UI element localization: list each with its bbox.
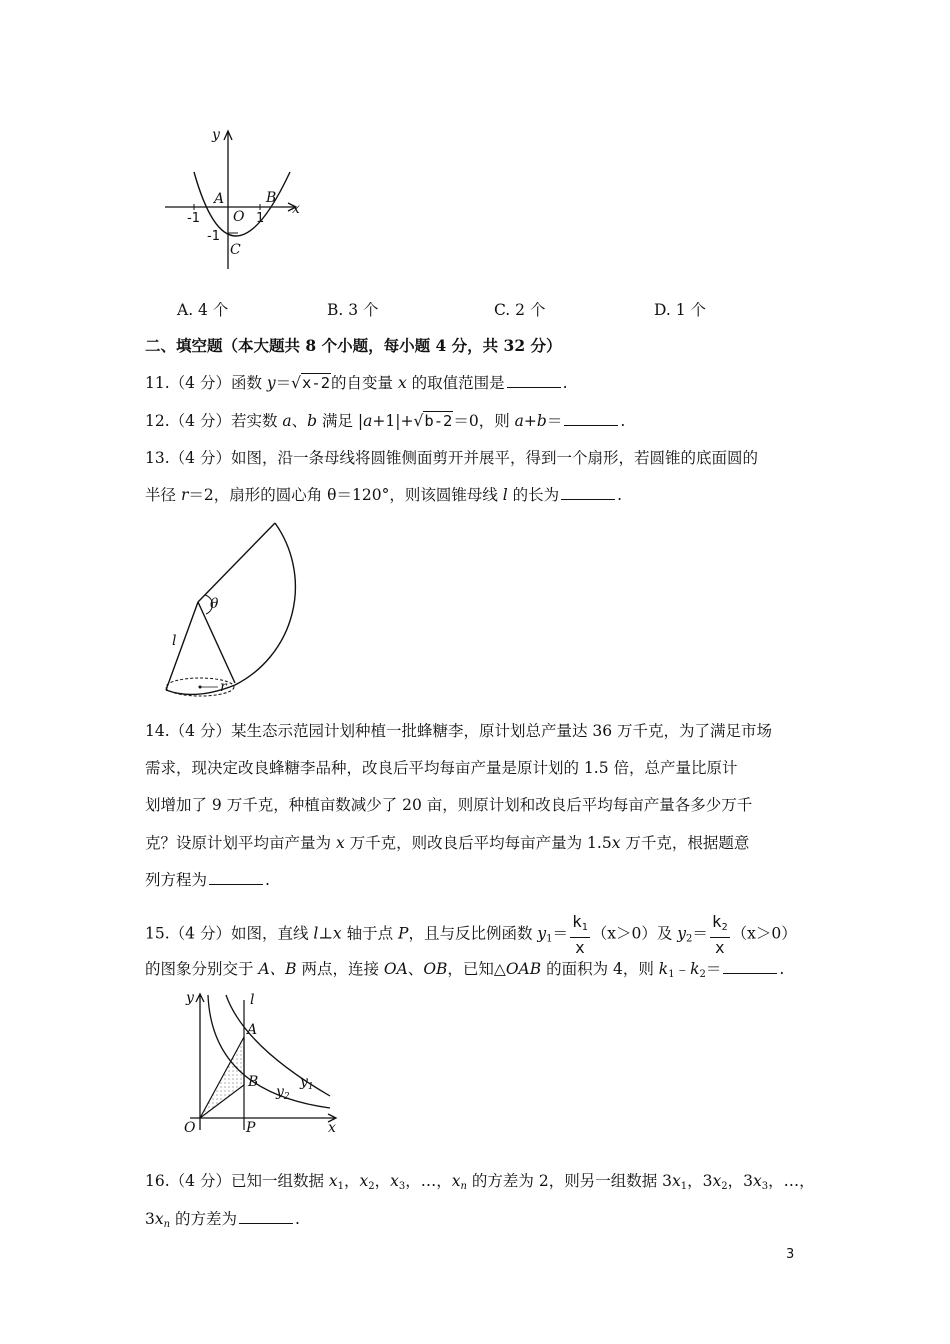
radius-r-label: r [220, 679, 227, 695]
page-number: 3 [786, 1247, 795, 1262]
parabola-figure [160, 124, 310, 274]
x-axis-label: x [328, 1120, 336, 1136]
question-15-line2: 的图象分别交于 A、B 两点，连接 OA、OB，已知△OAB 的面积为 4，则 $k_1﹣k_2=$ . [145, 960, 785, 980]
origin-label: O [233, 209, 245, 225]
question-14-line5: 列方程为 . [145, 871, 270, 889]
question-14-line2: 需求，现决定改良蜂糖李品种，改良后平均每亩产量是原计划的 1.5 倍，总产量比原计 [145, 759, 738, 777]
theta-label: θ [210, 596, 219, 612]
fraction-k1-x: $\frac{k_1}{x}$ [572, 912, 588, 957]
x-axis-label: x [292, 201, 300, 217]
y-axis-label: y [212, 127, 220, 143]
y-axis-label: y [186, 990, 194, 1006]
curve-y2-label: $y_2$ [276, 1084, 290, 1102]
slant-l-label: l [172, 633, 177, 649]
question-11: 11.（4 分）函数 y＝√x-2的自变量 x 的取值范围是 . [145, 374, 568, 392]
question-12: 12.（4 分）若实数 a、b 满足 |a+1|+√b-2＝0，则 a+b＝ . [145, 412, 626, 430]
point-b-label: B [248, 1074, 259, 1090]
answer-blank [561, 485, 615, 500]
question-13-line2: 半径 r＝2，扇形的圆心角 θ＝120°，则该圆锥母线 l 的长为 . [145, 486, 623, 504]
question-15-line1: 15.（4 分）如图，直线 l⊥x 轴于点 P，且与反比例函数 $y_1=$ $\frac{k_1}{x}$ （x＞0）及 $y_2=$ $\frac{k_2}{x}$ （x＞0） [145, 912, 797, 957]
point-p-label: P [246, 1120, 256, 1136]
question-16-line2: $3x_n$ 的方差为 . [145, 1210, 300, 1230]
cone-sector-figure [160, 515, 340, 715]
question-14-line1: 14.（4 分）某生态示范园计划种植一批蜂糖李，原计划总产量达 36 万千克，为了满足市场 [145, 722, 773, 740]
origin-label: O [184, 1120, 196, 1136]
tick-neg1-y: -1 [207, 229, 220, 244]
line-l-label: l [250, 992, 255, 1008]
question-14-line3: 划增加了 9 万千克，种植亩数减少了 20 亩，则原计划和改良后平均每亩产量各多少万千 [145, 796, 753, 814]
tick-1-x: 1 [256, 211, 265, 226]
option-a: A. 4 个 [177, 301, 229, 319]
question-14-line4: 克？设原计划平均亩产量为 x 万千克，则改良后平均每亩产量为 1.5x 万千克，根据题意 [145, 834, 750, 852]
answer-blank [564, 411, 618, 426]
answer-blank [239, 1209, 293, 1224]
curve-y1-label: $y_1$ [300, 1074, 314, 1092]
point-b-label: B [266, 190, 277, 206]
option-d: D. 1 个 [654, 301, 707, 319]
section-header: 二、填空题（本大题共 8 个小题，每小题 4 分，共 32 分） [145, 336, 562, 355]
point-c-label: C [230, 242, 241, 258]
answer-blank [209, 870, 263, 885]
option-c: C. 2 个 [494, 301, 546, 319]
tick-neg1-x: -1 [187, 211, 200, 226]
point-a-label: A [247, 1022, 258, 1038]
answer-blank [723, 959, 777, 974]
question-13-line1: 13.（4 分）如图，沿一条母线将圆锥侧面剪开并展平，得到一个扇形，若圆锥的底面圆的 [145, 449, 758, 467]
inverse-function-figure [160, 990, 350, 1140]
point-a-label: A [214, 191, 225, 207]
answer-blank [507, 373, 561, 388]
fraction-k2-x: $\frac{k_2}{x}$ [711, 912, 728, 957]
option-b: B. 3 个 [327, 301, 379, 319]
question-16-line1: 16.（4 分）已知一组数据 $x_1$，$x_2$，$x_3$，…，$x_n$ 的方差为 2，则另一组数据 $3x_1$，$3x_2$，$3x_3$，…， [145, 1172, 815, 1192]
